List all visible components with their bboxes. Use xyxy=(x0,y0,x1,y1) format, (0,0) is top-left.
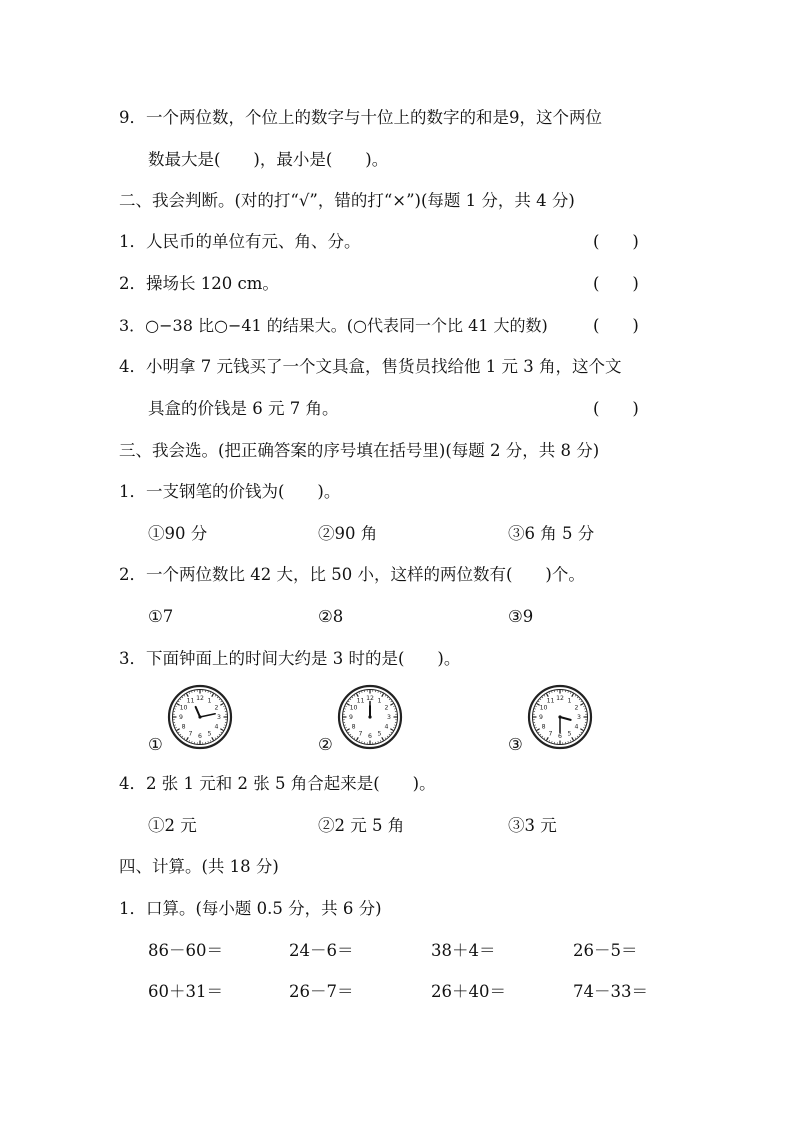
judge-item-4: 4．小明拿 7 元钱买了一个文具盒，售货员找给他 1 元 3 角，这个文 xyxy=(119,357,622,376)
clock-numeral: 6 xyxy=(368,733,372,741)
judge-answer-2[interactable]: ( ) xyxy=(593,274,639,293)
calc-r1-c3[interactable]: 38＋4＝ xyxy=(431,941,496,960)
clock-numeral: 9 xyxy=(539,714,543,722)
clock-numeral: 4 xyxy=(574,723,579,731)
calc-r1-c1[interactable]: 86－60＝ xyxy=(148,941,223,960)
q9-line1: 9．一个两位数，个位上的数字与十位上的数字的和是9，这个两位 xyxy=(119,108,602,127)
clock-numeral: 6 xyxy=(198,733,202,741)
q9-line2: 数最大是( )，最小是( )。 xyxy=(148,150,389,169)
clock-numeral: 4 xyxy=(214,723,219,731)
section3-title: 三、我会选。(把正确答案的序号填在括号里)(每题 2 分，共 8 分) xyxy=(119,441,600,460)
choice-q2-option-1[interactable]: ①7 xyxy=(148,607,174,626)
clock-face-1 xyxy=(167,684,233,750)
clock-numeral: 7 xyxy=(358,730,363,738)
choice-q3: 3．下面钟面上的时间大约是 3 时的是( )。 xyxy=(119,649,461,668)
choice-q4-option-2[interactable]: ②2 元 5 角 xyxy=(318,816,405,835)
clock-label-2[interactable]: ② xyxy=(318,735,333,754)
choice-q1-option-2[interactable]: ②90 角 xyxy=(318,524,378,543)
clock-center-hub xyxy=(368,715,371,718)
clock-numeral: 1 xyxy=(567,697,572,705)
calc-r2-c4[interactable]: 74－33＝ xyxy=(573,982,648,1001)
section2-title: 二、我会判断。(对的打“√”，错的打“×”)(每题 1 分，共 4 分) xyxy=(119,191,575,210)
calc-r2-c2[interactable]: 26－7＝ xyxy=(289,982,354,1001)
clock-center-hub xyxy=(558,715,561,718)
choice-q4-option-1[interactable]: ①2 元 xyxy=(148,816,197,835)
section4-title: 四、计算。(共 18 分) xyxy=(119,857,279,876)
clock-numeral: 3 xyxy=(577,714,581,722)
choice-q1: 1．一支钢笔的价钱为( )。 xyxy=(119,482,341,501)
calc-r2-c3[interactable]: 26＋40＝ xyxy=(431,982,506,1001)
clock-numeral: 3 xyxy=(217,714,221,722)
clock-numeral: 10 xyxy=(349,704,358,712)
clock-numeral: 5 xyxy=(377,730,382,738)
choice-q2-option-2[interactable]: ②8 xyxy=(318,607,344,626)
clock-face-2 xyxy=(337,684,403,750)
clock-numeral: 1 xyxy=(377,697,382,705)
clock-numeral: 3 xyxy=(387,714,391,722)
clock-numeral: 8 xyxy=(181,723,186,731)
judge-item-2: 2．操场长 120 cm。 xyxy=(119,274,279,293)
clock-numeral: 10 xyxy=(539,704,548,712)
clock-numeral: 2 xyxy=(574,704,579,712)
clock-numeral: 11 xyxy=(186,697,195,705)
choice-q4: 4．2 张 1 元和 2 张 5 角合起来是( )。 xyxy=(119,774,436,793)
clock-numeral: 7 xyxy=(548,730,553,738)
clock-numeral: 12 xyxy=(366,695,374,703)
choice-q4-option-3[interactable]: ③3 元 xyxy=(508,816,557,835)
clock-numeral: 9 xyxy=(349,714,353,722)
clock-numeral: 5 xyxy=(567,730,572,738)
choice-q2-option-3[interactable]: ③9 xyxy=(508,607,534,626)
clock-numeral: 11 xyxy=(356,697,365,705)
clock-numeral: 5 xyxy=(207,730,212,738)
calc-r1-c2[interactable]: 24－6＝ xyxy=(289,941,354,960)
clock-numeral: 4 xyxy=(384,723,389,731)
judge-item-3: 3．○−38 比○−41 的结果大。(○代表同一个比 41 大的数) xyxy=(119,316,548,335)
clock-numeral: 10 xyxy=(179,704,188,712)
judge-item-4-cont: 具盒的价钱是 6 元 7 角。 xyxy=(148,399,339,418)
judge-item-1: 1．人民币的单位有元、角、分。 xyxy=(119,232,361,251)
clock-numeral: 9 xyxy=(179,714,183,722)
clock-label-3[interactable]: ③ xyxy=(508,735,523,754)
calc-r1-c4[interactable]: 26－5＝ xyxy=(573,941,638,960)
clock-numeral: 12 xyxy=(556,695,564,703)
clock-numeral: 12 xyxy=(196,695,204,703)
mental-math-heading: 1．口算。(每小题 0.5 分，共 6 分) xyxy=(119,899,382,918)
clock-center-hub xyxy=(198,715,201,718)
clock-numeral: 8 xyxy=(351,723,356,731)
judge-answer-3[interactable]: ( ) xyxy=(593,316,639,335)
calc-r2-c1[interactable]: 60＋31＝ xyxy=(148,982,223,1001)
clock-face-3 xyxy=(527,684,593,750)
judge-answer-1[interactable]: ( ) xyxy=(593,232,639,251)
choice-q1-option-1[interactable]: ①90 分 xyxy=(148,524,208,543)
choice-q1-option-3[interactable]: ③6 角 5 分 xyxy=(508,524,595,543)
judge-answer-4[interactable]: ( ) xyxy=(593,399,639,418)
clock-numeral: 2 xyxy=(384,704,389,712)
clock-numeral: 2 xyxy=(214,704,219,712)
clock-label-1[interactable]: ① xyxy=(148,735,163,754)
clock-numeral: 11 xyxy=(546,697,555,705)
clock-numeral: 7 xyxy=(188,730,193,738)
clock-numeral: 8 xyxy=(541,723,546,731)
choice-q2: 2．一个两位数比 42 大，比 50 小，这样的两位数有( )个。 xyxy=(119,565,585,584)
clock-numeral: 1 xyxy=(207,697,212,705)
clock-numeral: 6 xyxy=(558,733,562,741)
